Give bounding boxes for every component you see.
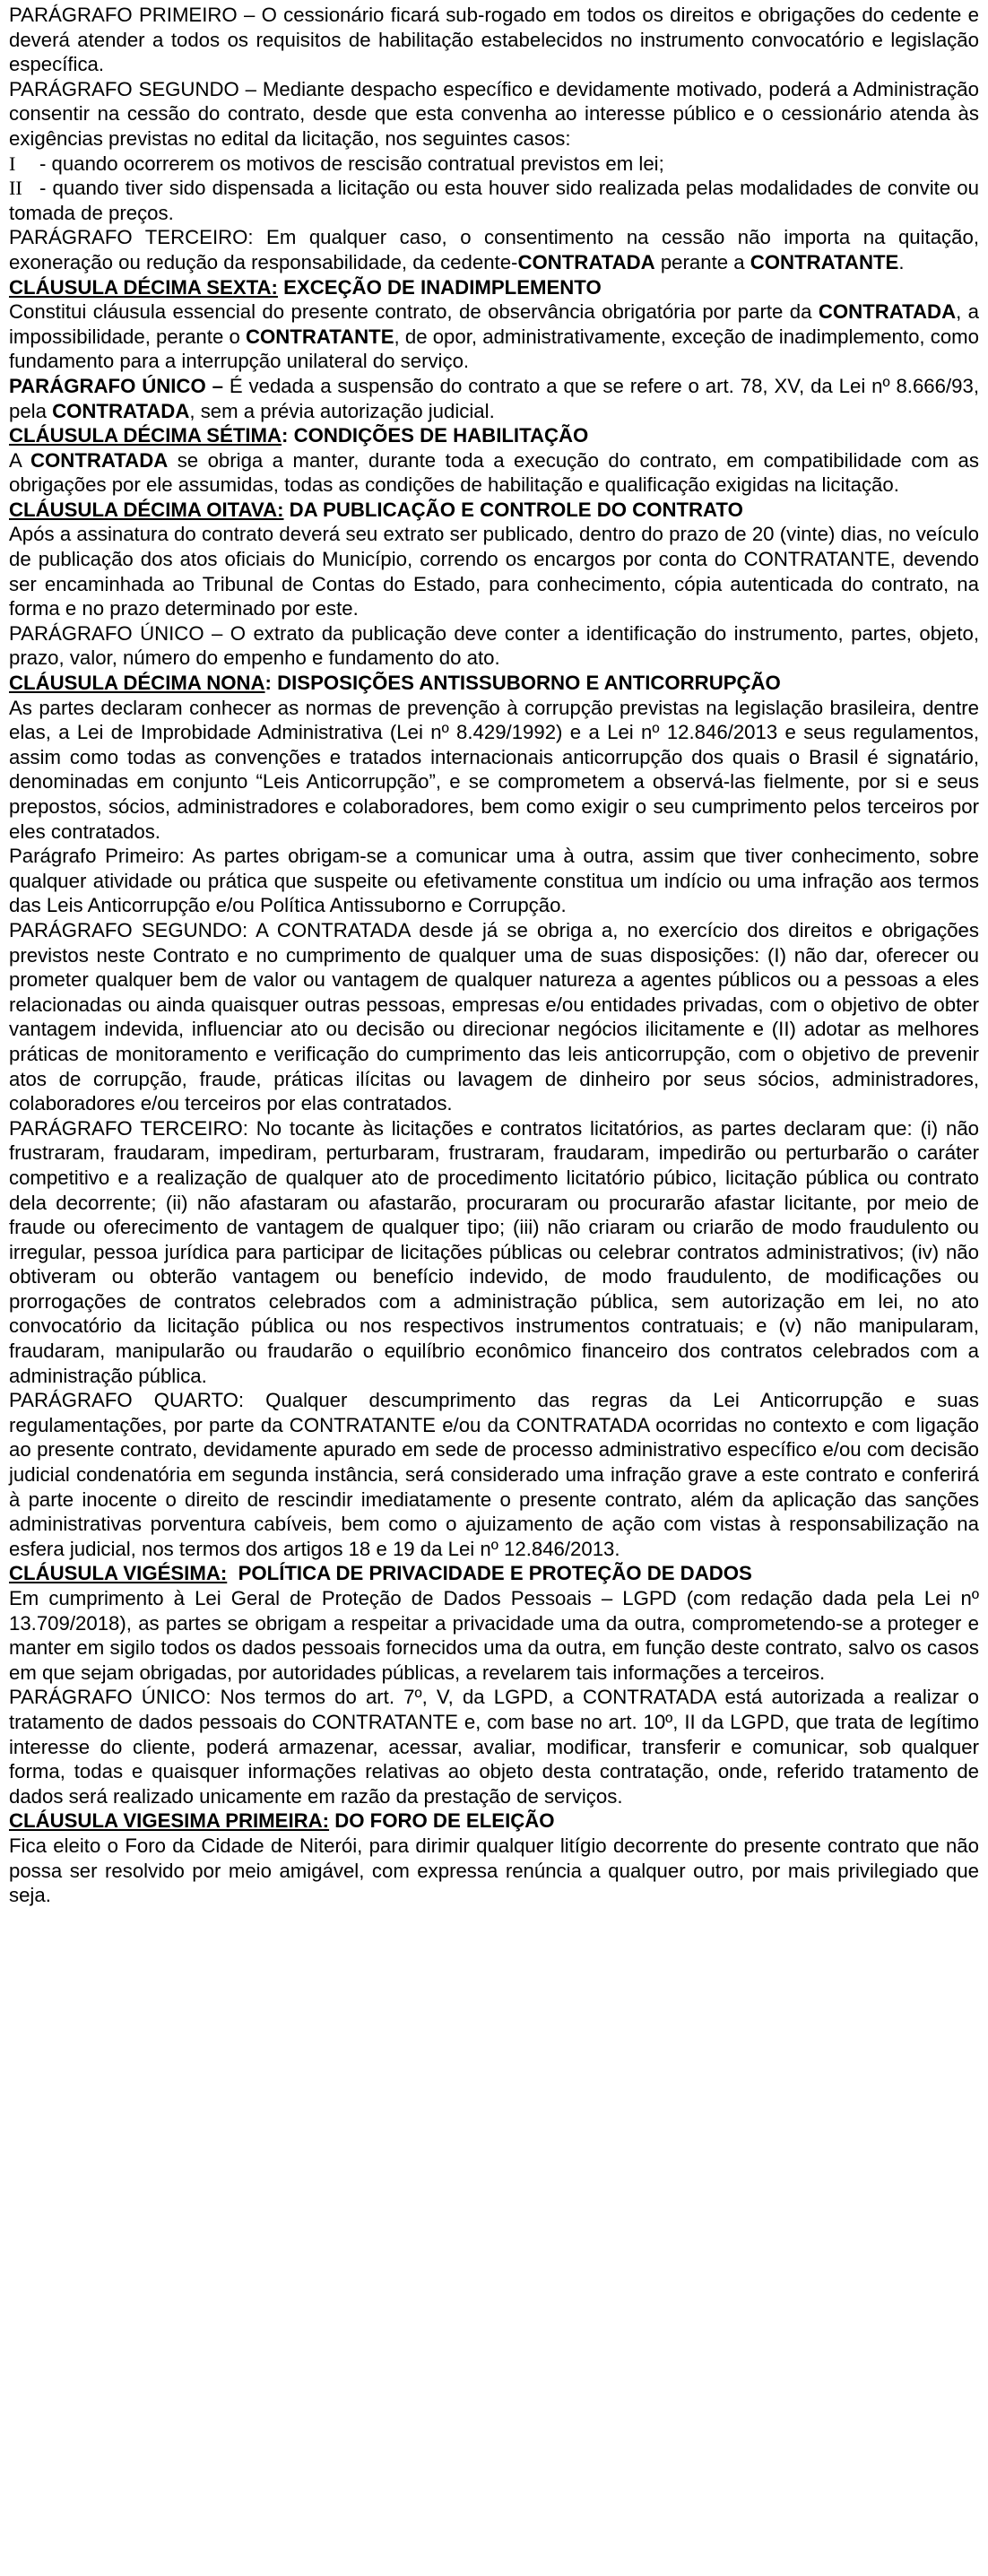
paragraph-segundo-19: PARÁGRAFO SEGUNDO: A CONTRATADA desde já se obriga a, no exercício dos direitos e obrigações previstos neste Contrato e no cumprimento de qualquer uma de suas disposições: (I) não dar, oferecer ou prometer qualquer bem de valor ou vantagem de qualquer natureza a agentes públicos ou a pessoas a eles relacionadas ou ainda quaisquer outras pessoas, empresas e/ou entidades privadas, com o objetivo de obter vantagem indevida, influenciar ato ou decisão ou direcionar negócios ilicitamente e (II) adotar as melhores práticas de monitoramento e verificação do cumprimento das leis anticorrupção, com o objetivo de prevenir atos de corrupção, fraude, práticas ilícitas ou lavagem de dinheiro por seus sócios, administradores, colaboradores e/ou terceiros por elas contratados. xyxy=(9,918,979,1115)
paragraph-unico-20: PARÁGRAFO ÚNICO: Nos termos do art. 7º, V, da LGPD, a CONTRATADA está autorizada a realizar o tratamento de dados pessoais do CONTRATANTE e, com base no art. 10º, II da LGPD, que trata de legítimo interesse do cliente, poderá armazenar, acessar, avaliar, modificar, transferir e comunicar, sob qualquer forma, todas e quaisquer informações relativas ao objeto desta contratação, onde, referido tratamento de dados será realizado unicamente em razão da prestação de serviços. xyxy=(9,1686,979,1808)
heading-title: : DISPOSIÇÕES ANTISSUBORNO E ANTICORRUPÇÃO xyxy=(264,672,781,695)
text-segment: PARÁGRAFO TERCEIRO: Em qualquer caso, o consentimento na cessão não importa na quitação, exoneração ou redução da responsabilidade, da cedente- xyxy=(9,226,979,273)
heading-number: CLÁUSULA DÉCIMA SEXTA: xyxy=(9,275,278,299)
list-item-ii xyxy=(9,176,979,225)
heading-clausula-21 xyxy=(9,1808,979,1834)
paragraph-clausula-17 xyxy=(9,448,979,498)
paragraph-quarto-19: PARÁGRAFO QUARTO: Qualquer descumprimento das regras da Lei Anticorrupção e suas regulamentações, por parte da CONTRATANTE e/ou da CONTRATADA ocorridas no contexto e com ligação ao presente contrato, devidamente apurado em sede de processo administrativo específico e/ou com decisão judicial condenatória em segunda instância, será considerado uma infração grave a este contrato e conferirá à parte inocente o direito de rescindir imediatamente o presente contrato, além da aplicação das sanções administrativas porventura cabíveis, bem como o ajuizamento de ação com vistas à responsabilização na esfera judicial, nos termos dos artigos 18 e 19 da Lei nº 12.846/2013. xyxy=(9,1389,979,1560)
paragraph-clausula-18: Após a assinatura do contrato deverá seu extrato ser publicado, dentro do prazo de 20 (vinte) dias, no veículo de publicação dos atos oficiais do Município, correndo os encargos por conta do CONTRATANTE, devendo ser encaminhada ao Tribunal de Contas do Estado, para conhecimento, cópia autenticada do contrato, na forma e no prazo determinado por este. xyxy=(9,523,979,620)
paragraph-clausula-21: Fica eleito o Foro da Cidade de Niterói, para dirimir qualquer litígio decorrente do presente contrato que não possa ser resolvido por meio amigável, com expressa renúncia a qualquer outro, por mais privilegiado que seja. xyxy=(9,1834,979,1907)
heading-clausula-18 xyxy=(9,498,979,523)
text-segment: , a impossibilidade, perante o xyxy=(9,300,979,348)
text-segment: Constitui cláusula essencial do presente contrato, de observância obrigatória por parte da xyxy=(9,300,819,324)
roman-numeral-i: I xyxy=(9,152,16,175)
paragraph-unico-18: PARÁGRAFO ÚNICO – O extrato da publicação deve conter a identificação do instrumento, partes, objeto, prazo, valor, número do empenho e fundamento do ato. xyxy=(9,621,979,670)
heading-clausula-19 xyxy=(9,671,979,696)
paragraph-unico-16 xyxy=(9,374,979,423)
heading-number: CLÁUSULA VIGESIMA PRIMEIRA: xyxy=(9,1809,330,1833)
text-segment: se obriga a manter, durante toda a execução do contrato, em compatibilidade com as obrigações por ele assumidas, todas as condições de habilitação e qualificação exigidas na licitação. xyxy=(9,448,979,497)
heading-title: DO FORO DE ELEIÇÃO xyxy=(329,1809,555,1833)
list-item-i xyxy=(9,152,979,177)
bold-term: CONTRATADA xyxy=(30,448,169,472)
heading-clausula-17 xyxy=(9,423,979,448)
paragraph-terceiro-19: PARÁGRAFO TERCEIRO: No tocante às licitações e contratos licitatórios, as partes declaram que: (i) não frustraram, fraudaram, impediram, perturbaram, frustraram, fraudaram, impedirão ou perturbarão o caráter competitivo e a realização de qualquer ato de procedimento licitatório púbico, licitação pública ou contrato dela decorrente; (ii) não afastaram ou afastarão, procuraram ou procurarão afastar licitante, por meio de fraude ou oferecimento de vantagem de qualquer tipo; (iii) não criaram ou criarão de modo fraudulento ou irregular, pessoa jurídica para participar de licitações públicas ou celebrar contratos administrativos; (iv) não obtiveram ou obterão vantagem ou benefício indevido, de modo fraudulento, de modificações ou prorrogações de contratos celebrados com a administração pública, sem autorização em lei, no ato convocatório da licitação pública ou nos respectivos instrumentos contratuais; e (v) não manipularam, fraudaram, manipularão ou fraudarão o equilíbrio econômico financeiro dos contratos celebrados com a administração pública. xyxy=(9,1116,979,1387)
list-item-i-text: - quando ocorrerem os motivos de rescisão contratual previstos em lei; xyxy=(39,152,664,175)
heading-title: : CONDIÇÕES DE HABILITAÇÃO xyxy=(282,424,589,447)
text-segment: É vedada a suspensão do contrato a que se refere o art. 78, XV, da Lei nº 8.666/93, pela xyxy=(9,374,979,422)
bold-term: CONTRATANTE xyxy=(750,250,899,273)
heading-clausula-20 xyxy=(9,1561,979,1586)
heading-title: DA PUBLICAÇÃO E CONTROLE DO CONTRATO xyxy=(283,498,743,521)
paragraph-primeiro-19: Parágrafo Primeiro: As partes obrigam-se a comunicar uma à outra, assim que tiver conhecimento, sobre qualquer atividade ou prática que suspeite ou efetivamente constitua um indício ou uma infração aos termos das Leis Anticorrupção e/ou Política Antissuborno e Corrupção. xyxy=(9,845,979,917)
heading-title: POLÍTICA DE PRIVACIDADE E PROTEÇÃO DE DADOS xyxy=(227,1562,752,1585)
heading-number: CLÁUSULA DÉCIMA SÉTIMA xyxy=(9,424,282,447)
roman-numeral-ii: II xyxy=(9,177,22,200)
heading-number: CLÁUSULA VIGÉSIMA: xyxy=(9,1562,228,1585)
paragraph-clausula-19: As partes declaram conhecer as normas de prevenção à corrupção previstas na legislação brasileira, dentre elas, a Lei de Improbidade Administrativa (Lei nº 8.429/1992) e a Lei nº 12.846/2013 e seus regulamentos, assim como todas as convenções e tratados internacionais anticorrupção dos quais o Brasil é signatário, denominadas em conjunto “Leis Anticorrupção”, e se comprometem a observá-las fielmente, por si e seus prepostos, sócios, administradores e colaboradores, bem como exigir o seu cumprimento pelos terceiros por eles contratados. xyxy=(9,696,979,843)
heading-number: CLÁUSULA DÉCIMA OITAVA: xyxy=(9,498,284,521)
heading-number: CLÁUSULA DÉCIMA NONA xyxy=(9,672,265,695)
paragraph-clausula-16 xyxy=(9,299,979,374)
text-segment: . xyxy=(898,250,905,273)
bold-term: CONTRATADA xyxy=(52,399,190,422)
paragraph-clausula-20: Em cumprimento à Lei Geral de Proteção de Dados Pessoais – LGPD (com redação dada pela Lei nº 13.709/2018), as partes se obrigam a respeitar a privacidade uma da outra, comprometendo-se a proteger e manter em sigilo todos os dados pessoais fornecidos uma da outra, em função deste contrato, salvo os casos em que sejam obrigadas, por autoridades públicas, a revelarem tais informações a terceiros. xyxy=(9,1587,979,1684)
bold-term: CONTRATADA xyxy=(818,300,957,324)
paragraph-segundo-cessao: PARÁGRAFO SEGUNDO – Mediante despacho específico e devidamente motivado, poderá a Administração consentir na cessão do contrato, desde que esta convenha ao interesse público e o cessionário atenda às exigências previstas no edital da licitação, nos seguintes casos: xyxy=(9,77,979,150)
text-segment: perante a xyxy=(654,250,750,273)
paragraph-primeiro-cessao: PARÁGRAFO PRIMEIRO – O cessionário ficará sub-rogado em todos os direitos e obrigações do cedente e deverá atender a todos os requisitos de habilitação estabelecidos no instrumento convocatório e legislação específica. xyxy=(9,4,979,76)
bold-term: CONTRATANTE xyxy=(245,325,394,348)
text-segment: A xyxy=(9,448,31,472)
heading-title: EXCEÇÃO DE INADIMPLEMENTO xyxy=(277,275,602,299)
text-segment: , de opor, administrativamente, exceção de inadimplemento, como fundamento para a interrupção unilateral do serviço. xyxy=(9,325,979,373)
list-item-ii-text: - quando tiver sido dispensada a licitação ou esta houver sido realizada pelas modalidades de convite ou tomada de preços. xyxy=(9,177,979,224)
bold-term: PARÁGRAFO ÚNICO – xyxy=(9,374,223,397)
paragraph-terceiro-cessao xyxy=(9,225,979,274)
heading-clausula-16 xyxy=(9,275,979,300)
bold-term: CONTRATADA xyxy=(517,250,655,273)
text-segment: , sem a prévia autorização judicial. xyxy=(189,399,495,422)
